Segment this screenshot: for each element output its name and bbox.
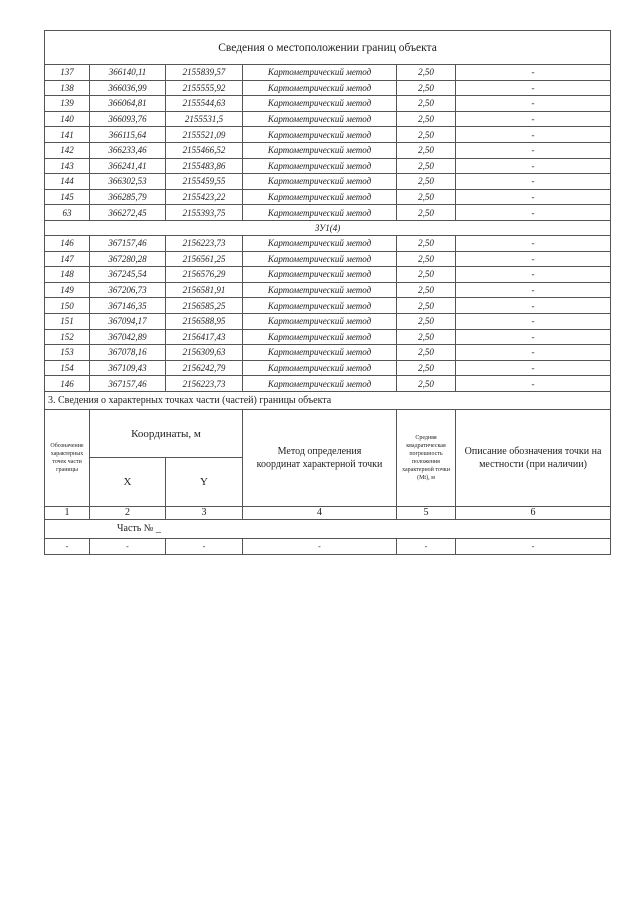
coord-y: 2156223,73 bbox=[166, 235, 243, 251]
coord-y: 2156581,91 bbox=[166, 282, 243, 298]
coord-y: 2155555,92 bbox=[166, 80, 243, 96]
section3-title: 3. Сведения о характерных точках части (частей) границы объекта bbox=[45, 391, 611, 409]
coord-x: 367206,73 bbox=[90, 282, 166, 298]
column-number: 6 bbox=[456, 506, 611, 519]
description: - bbox=[456, 111, 611, 127]
coord-y: 2155423,22 bbox=[166, 189, 243, 205]
method: Картометрический метод bbox=[243, 235, 397, 251]
table-row bbox=[45, 329, 611, 345]
empty-cell: - bbox=[397, 538, 456, 554]
method: Картометрический метод bbox=[243, 345, 397, 361]
coord-x: 366036,99 bbox=[90, 80, 166, 96]
point-number: 150 bbox=[45, 298, 90, 314]
coord-x: 366140,11 bbox=[90, 65, 166, 81]
error-value: 2,50 bbox=[397, 267, 456, 283]
empty-cell: - bbox=[166, 538, 243, 554]
method: Картометрический метод bbox=[243, 96, 397, 112]
empty-cell: - bbox=[243, 538, 397, 554]
coord-y: 2155521,09 bbox=[166, 127, 243, 143]
method: Картометрический метод bbox=[243, 329, 397, 345]
error-value: 2,50 bbox=[397, 174, 456, 190]
subheader-label: ЗУ1(4) bbox=[45, 220, 611, 235]
header-description: Описание обозначения точки на местности (при наличии) bbox=[456, 409, 611, 506]
column-number: 1 bbox=[45, 506, 90, 519]
point-number: 138 bbox=[45, 80, 90, 96]
method: Картометрический метод bbox=[243, 142, 397, 158]
error-value: 2,50 bbox=[397, 65, 456, 81]
error-value: 2,50 bbox=[397, 235, 456, 251]
coord-y: 2156223,73 bbox=[166, 376, 243, 392]
table-row bbox=[45, 538, 611, 554]
description: - bbox=[456, 345, 611, 361]
header-y: Y bbox=[166, 458, 243, 507]
coord-x: 366272,45 bbox=[90, 205, 166, 221]
subheader-row bbox=[45, 220, 611, 235]
description: - bbox=[456, 96, 611, 112]
coord-x: 366302,53 bbox=[90, 174, 166, 190]
description: - bbox=[456, 127, 611, 143]
coord-x: 367157,46 bbox=[90, 235, 166, 251]
coord-x: 366064,81 bbox=[90, 96, 166, 112]
description: - bbox=[456, 174, 611, 190]
table-row bbox=[45, 376, 611, 392]
error-value: 2,50 bbox=[397, 329, 456, 345]
coord-y: 2155466,52 bbox=[166, 142, 243, 158]
table-row bbox=[45, 298, 611, 314]
column-number: 4 bbox=[243, 506, 397, 519]
point-number: 139 bbox=[45, 96, 90, 112]
point-number: 153 bbox=[45, 345, 90, 361]
table-row bbox=[45, 142, 611, 158]
header-method: Метод определения координат характерной точки bbox=[243, 409, 397, 506]
header-coords: Координаты, м bbox=[90, 409, 243, 458]
table-row bbox=[45, 313, 611, 329]
table-row bbox=[45, 205, 611, 221]
point-number: 146 bbox=[45, 376, 90, 392]
description: - bbox=[456, 298, 611, 314]
error-value: 2,50 bbox=[397, 282, 456, 298]
method: Картометрический метод bbox=[243, 80, 397, 96]
coord-x: 367280,28 bbox=[90, 251, 166, 267]
point-number: 152 bbox=[45, 329, 90, 345]
table-row bbox=[45, 251, 611, 267]
table-row bbox=[45, 282, 611, 298]
method: Картометрический метод bbox=[243, 189, 397, 205]
description: - bbox=[456, 142, 611, 158]
description: - bbox=[456, 282, 611, 298]
description: - bbox=[456, 313, 611, 329]
empty-cell: - bbox=[90, 538, 166, 554]
error-value: 2,50 bbox=[397, 127, 456, 143]
coord-y: 2155393,75 bbox=[166, 205, 243, 221]
method: Картометрический метод bbox=[243, 158, 397, 174]
column-number: 3 bbox=[166, 506, 243, 519]
column-number: 5 bbox=[397, 506, 456, 519]
coord-y: 2155531,5 bbox=[166, 111, 243, 127]
coord-y: 2156561,25 bbox=[166, 251, 243, 267]
coord-x: 367109,43 bbox=[90, 360, 166, 376]
description: - bbox=[456, 189, 611, 205]
description: - bbox=[456, 267, 611, 283]
empty-cell: - bbox=[45, 538, 90, 554]
table-row bbox=[45, 360, 611, 376]
table-row bbox=[45, 80, 611, 96]
coord-x: 367245,54 bbox=[90, 267, 166, 283]
column-numbers-row bbox=[45, 506, 611, 519]
error-value: 2,50 bbox=[397, 298, 456, 314]
coord-y: 2155483,86 bbox=[166, 158, 243, 174]
point-number: 143 bbox=[45, 158, 90, 174]
column-number: 2 bbox=[90, 506, 166, 519]
method: Картометрический метод bbox=[243, 376, 397, 392]
document-sheet bbox=[44, 30, 610, 555]
error-value: 2,50 bbox=[397, 360, 456, 376]
coord-x: 367157,46 bbox=[90, 376, 166, 392]
point-number: 145 bbox=[45, 189, 90, 205]
error-value: 2,50 bbox=[397, 96, 456, 112]
coord-x: 367078,16 bbox=[90, 345, 166, 361]
coord-x: 367042,89 bbox=[90, 329, 166, 345]
table-row bbox=[45, 96, 611, 112]
method: Картометрический метод bbox=[243, 313, 397, 329]
method: Картометрический метод bbox=[243, 111, 397, 127]
point-number: 144 bbox=[45, 174, 90, 190]
method: Картометрический метод bbox=[243, 251, 397, 267]
coord-y: 2156585,25 bbox=[166, 298, 243, 314]
empty-cell: - bbox=[456, 538, 611, 554]
table-row bbox=[45, 127, 611, 143]
error-value: 2,50 bbox=[397, 313, 456, 329]
method: Картометрический метод bbox=[243, 360, 397, 376]
method: Картометрический метод bbox=[243, 65, 397, 81]
coord-x: 367094,17 bbox=[90, 313, 166, 329]
coord-y: 2155459,55 bbox=[166, 174, 243, 190]
error-value: 2,50 bbox=[397, 345, 456, 361]
coord-y: 2156588,95 bbox=[166, 313, 243, 329]
point-number: 141 bbox=[45, 127, 90, 143]
description: - bbox=[456, 80, 611, 96]
error-value: 2,50 bbox=[397, 189, 456, 205]
header-error: Средняя квадратическая погрешность положения характерной точки (Mt), м bbox=[397, 409, 456, 506]
table-row bbox=[45, 65, 611, 81]
description: - bbox=[456, 376, 611, 392]
method: Картометрический метод bbox=[243, 174, 397, 190]
description: - bbox=[456, 235, 611, 251]
point-number: 154 bbox=[45, 360, 90, 376]
description: - bbox=[456, 205, 611, 221]
coord-x: 366241,41 bbox=[90, 158, 166, 174]
description: - bbox=[456, 251, 611, 267]
method: Картометрический метод bbox=[243, 267, 397, 283]
table-row bbox=[45, 267, 611, 283]
point-number: 146 bbox=[45, 235, 90, 251]
method: Картометрический метод bbox=[243, 205, 397, 221]
error-value: 2,50 bbox=[397, 158, 456, 174]
header-row bbox=[45, 409, 611, 458]
description: - bbox=[456, 65, 611, 81]
coord-y: 2156576,29 bbox=[166, 267, 243, 283]
point-number: 142 bbox=[45, 142, 90, 158]
error-value: 2,50 bbox=[397, 376, 456, 392]
coord-x: 366115,64 bbox=[90, 127, 166, 143]
point-number: 137 bbox=[45, 65, 90, 81]
method: Картометрический метод bbox=[243, 127, 397, 143]
table-row bbox=[45, 111, 611, 127]
coord-x: 367146,35 bbox=[90, 298, 166, 314]
part-row bbox=[45, 519, 611, 538]
part-label: Часть № _ bbox=[45, 519, 611, 538]
error-value: 2,50 bbox=[397, 205, 456, 221]
error-value: 2,50 bbox=[397, 251, 456, 267]
coord-y: 2155839,57 bbox=[166, 65, 243, 81]
error-value: 2,50 bbox=[397, 80, 456, 96]
description: - bbox=[456, 158, 611, 174]
section-title: Сведения о местоположении границ объекта bbox=[45, 31, 611, 65]
coord-y: 2156417,43 bbox=[166, 329, 243, 345]
description: - bbox=[456, 329, 611, 345]
error-value: 2,50 bbox=[397, 142, 456, 158]
point-number: 149 bbox=[45, 282, 90, 298]
point-number: 148 bbox=[45, 267, 90, 283]
coord-x: 366233,46 bbox=[90, 142, 166, 158]
point-number: 140 bbox=[45, 111, 90, 127]
header-point: Обозначение характерных точек части границы bbox=[45, 409, 90, 506]
section3-title-row bbox=[45, 391, 611, 409]
point-number: 151 bbox=[45, 313, 90, 329]
table-row bbox=[45, 189, 611, 205]
method: Картометрический метод bbox=[243, 282, 397, 298]
table-row bbox=[45, 235, 611, 251]
header-x: X bbox=[90, 458, 166, 507]
error-value: 2,50 bbox=[397, 111, 456, 127]
coord-x: 366093,76 bbox=[90, 111, 166, 127]
description: - bbox=[456, 360, 611, 376]
method: Картометрический метод bbox=[243, 298, 397, 314]
point-number: 63 bbox=[45, 205, 90, 221]
coord-x: 366285,79 bbox=[90, 189, 166, 205]
table-row bbox=[45, 158, 611, 174]
point-number: 147 bbox=[45, 251, 90, 267]
coord-y: 2156242,79 bbox=[166, 360, 243, 376]
coord-y: 2156309,63 bbox=[166, 345, 243, 361]
boundary-table bbox=[44, 30, 611, 555]
table-row bbox=[45, 345, 611, 361]
table-row bbox=[45, 174, 611, 190]
coord-y: 2155544,63 bbox=[166, 96, 243, 112]
